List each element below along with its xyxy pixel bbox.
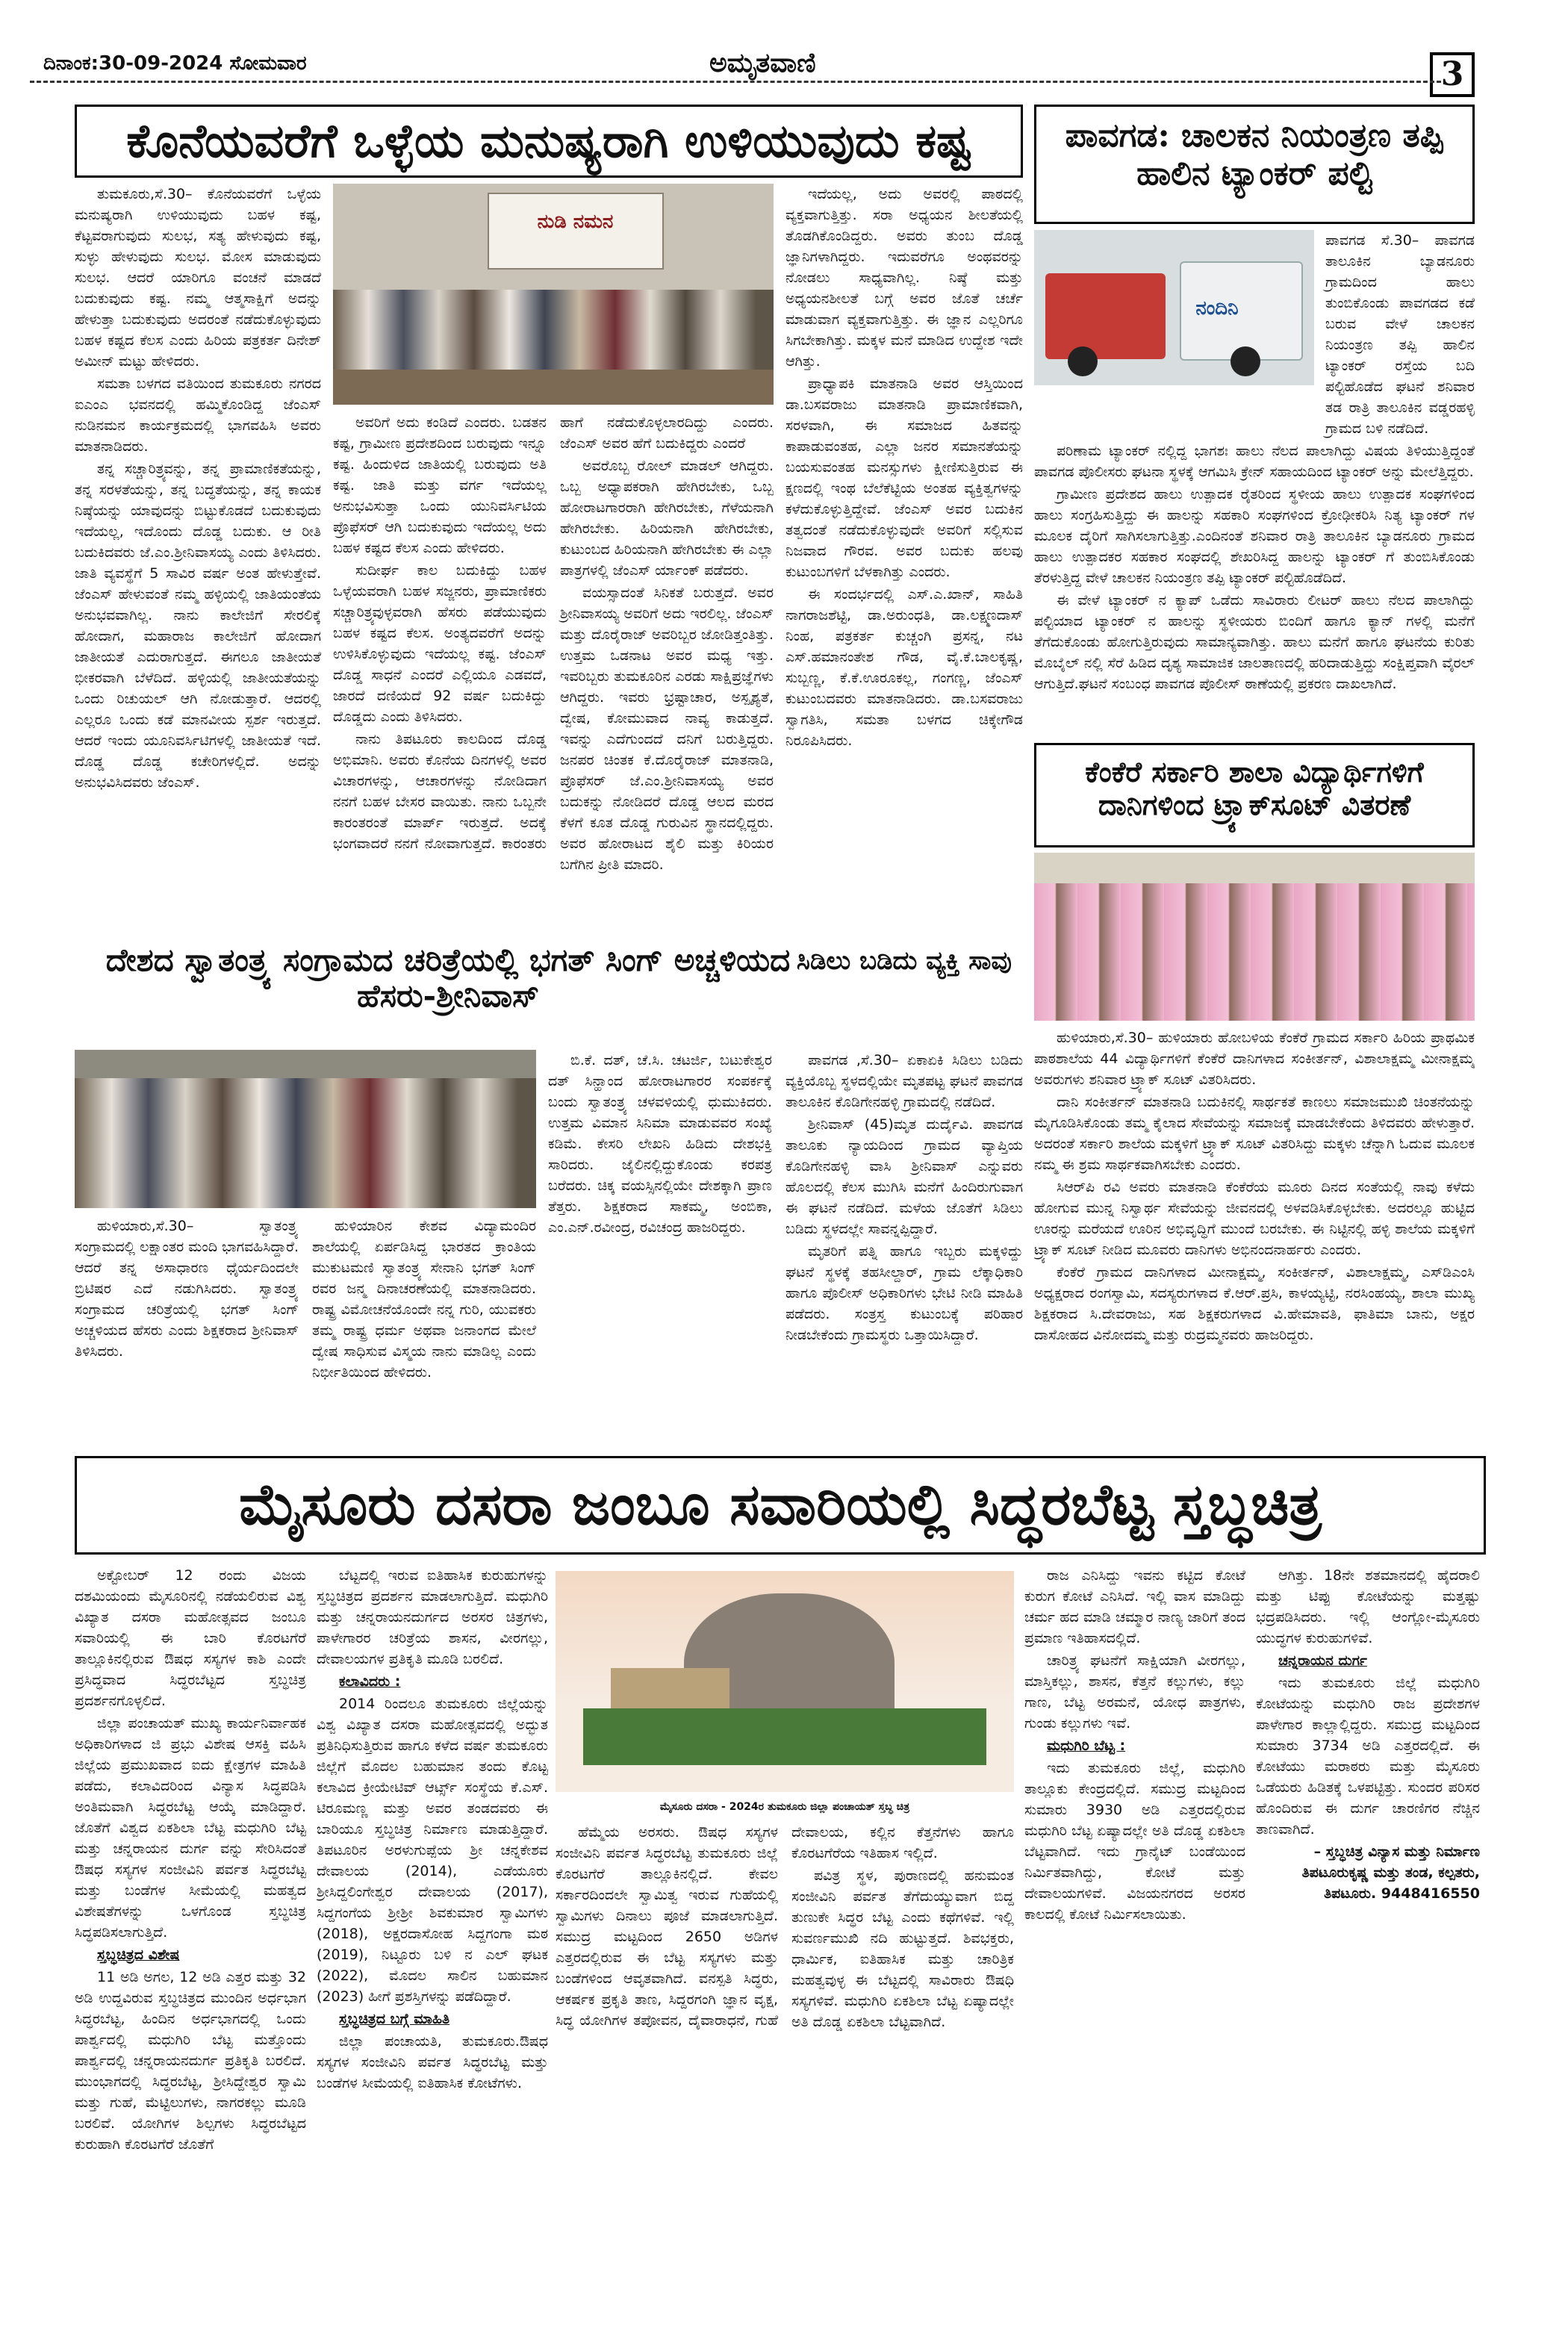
article-headline: ಮೈಸೂರು ದಸರಾ ಜಂಬೂ ಸವಾರಿಯಲ್ಲಿ ಸಿದ್ಧರಬೆಟ್ಟ ಸ್ತಬ್ಧಚಿತ್ರ	[239, 1471, 1322, 1537]
paragraph: ಇದು ತುಮಕೂರು ಜಿಲ್ಲೆ, ಮಧುಗಿರಿ ತಾಲ್ಲೂಕು ಕೇಂದ್ರದಲ್ಲಿದೆ. ಸಮುದ್ರ ಮಟ್ಟದಿಂದ ಸುಮಾರು 3930 ಅಡಿ ಎತ್ತರದಲ್ಲಿರುವ ಮಧುಗಿರಿ ಬೆಟ್ಟ ಏಷ್ಯಾದಲ್ಲೇ ಅತಿ ದೊಡ್ಡ ಏಕಶಿಲಾ ಬೆಟ್ಟವಾಗಿದೆ. ಇದು ಗ್ರಾನೈಟ್ ಬಂಡೆಯಿಂದ ನಿರ್ಮಿತವಾಗಿದ್ದು, ಕೋಟೆ ಮತ್ತು ದೇವಾಲಯಗಳಿವೆ. ವಿಜಯನಗರದ ಅರಸರ ಕಾಲದಲ್ಲಿ ಕೋಟೆ ನಿರ್ಮಿಸಲಾಯಿತು.	[1024, 1760, 1245, 1923]
paragraph: ಅವರಿಗೆ ಅದು ಕಂಡಿದೆ ಎಂದರು. ಬಡತನ ಕಷ್ಟ, ಗ್ರಾಮೀಣ ಪ್ರದೇಶದಿಂದ ಬರುವುದು ಇನ್ನೂ ಕಷ್ಟ. ಹಿಂದುಳಿದ ಜಾತಿಯಲ್ಲಿ ಬರುವುದು ಅತಿ ಕಷ್ಟ. ಜಾತಿ ಮತ್ತು ವರ್ಗ ಇದೆಯಲ್ಲ ಅನುಭವಿಸುತ್ತಾ ಒಂದು ಯುನಿವರ್ಸಿಟಿಯ ಪ್ರೊಫೆಸರ್ ಆಗಿ ಬದುಕುವುದು ಇದೆಯಲ್ಲ ಅದು ಬಹಳ ಕಷ್ಟದ ಕೆಲಸ ಎಂದು ಹೇಳಿದರು.	[333, 414, 547, 556]
paragraph: ಹೆಮ್ಮೆಯ ಅರಸರು. ಔಷಧ ಸಸ್ಯಗಳ ಸಂಜೀವಿನಿ ಪರ್ವತ ಸಿದ್ಧರಬೆಟ್ಟ ತುಮಕೂರು ಜಿಲ್ಲೆ ಕೊರಟಗೆರೆ ತಾಲ್ಲೂಕಿನಲ್ಲಿದೆ. ಕೇವಲ ಸರ್ಕಾರದಿಂದಲೇ ಸ್ವಾಮಿತ್ವ ಇರುವ ಗುಹೆಯಲ್ಲಿ ಸ್ವಾಮಿಗಳು ದಿನಾಲು ಪೂಜೆ ಮಾಡಲಾಗುತ್ತಿದೆ. ಸಮುದ್ರ ಮಟ್ಟದಿಂದ 2650 ಅಡಿಗಳ ಎತ್ತರದಲ್ಲಿರುವ ಈ ಬೆಟ್ಟ ಸಸ್ಯಗಳು ಮತ್ತು ಬಂಡೆಗಳಿಂದ ಆವೃತವಾಗಿದೆ. ವನಸ್ಪತಿ ಸಿದ್ಧರು, ಆಕರ್ಷಕ ಪ್ರಕೃತಿ ತಾಣ, ಸಿದ್ದರಗಂಗಿ ಜ್ಞಾನ ವೃಕ್ಷ, ಸಿದ್ಧ ಯೋಗಿಗಳ ತಪೋವನ, ದೈವಾರಾಧನೆ, ಗುಹೆ ದೇವಾಲಯ, ಕಲ್ಲಿನ ಕೆತ್ತನೆಗಳು ಹಾಗೂ ಕೊರಟಗೆರೆಯ ಇತಿಹಾಸ ಇಲ್ಲಿದೆ.	[556, 1824, 1014, 2029]
article-body-col3	[556, 1822, 1014, 2318]
paragraph: ಇದು ತುಮಕೂರು ಜಿಲ್ಲೆ ಮಧುಗಿರಿ ಕೋಟೆಯನ್ನು ಮಧುಗಿರಿ ರಾಜ ಪ್ರದೇಶಗಳ ಪಾಳೇಗಾರ ಕಾಲ್ಲಾಲ್ಲಿದ್ದರು. ಸಮುದ್ರ ಮಟ್ಟದಿಂದ ಸುಮಾರು 3734 ಅಡಿ ಎತ್ತರದಲ್ಲಿದೆ. ಈ ಕೋಟೆಯು ಮರಾಠರು ಮತ್ತು ಮೈಸೂರು ಒಡೆಯರು ಹಿಡಿತಕ್ಕೆ ಒಳಪಟ್ಟಿತ್ತು. ಸುಂದರ ಪರಿಸರ ಹೊಂದಿರುವ ಈ ದುರ್ಗ ಚಾರಣಿಗರ ನೆಚ್ಚಿನ ತಾಣವಾಗಿದೆ.	[1256, 1675, 1480, 1838]
article-headline: ಸಿಡಿಲು ಬಡಿದು ವ್ಯಕ್ತಿ ಸಾವು	[796, 946, 1012, 976]
article-headline: ಕೆಂಕೆರೆ ಸರ್ಕಾರಿ ಶಾಲಾ ವಿದ್ಯಾರ್ಥಿಗಳಿಗೆ ದಾನಿಗಳಿಂದ ಟ್ರ್ಯಾಕ್‌ಸೂಟ್ ವಿತರಣೆ	[1085, 755, 1424, 821]
article-headline-box	[1034, 105, 1475, 224]
dasara-float-photo	[556, 1571, 1014, 1792]
paragraph: ಈ ಸಂದರ್ಭದಲ್ಲಿ ಎಸ್.ಎ.ಖಾನ್, ಸಾಹಿತಿ ನಾಗರಾಜಶೆಟ್ಟಿ, ಡಾ.ಅರುಂಧತಿ, ಡಾ.ಲಕ್ಷ್ಮಣದಾಸ್ ನಿಂಹ, ಪತ್ರಕರ್ತ ಕುಚ್ಚಂಗಿ ಪ್ರಸನ್ನ, ನಟ ಎಸ್.ಹಮಾನಂತೇಶ ಗೌಡ, ವೈ.ಕೆ.ಬಾಲಕೃಷ್ಣ, ಸುಬ್ಬಣ್ಣ, ಕೆ.ಕೆ.ಊರೂಕಲ್ಲ, ಗಂಗಣ್ಣ, ಜೆಂಎಸ್ ಕುಟುಂಬದವರು ಮಾತನಾಡಿದರು. ಡಾ.ಬಸವರಾಜು ಸ್ವಾಗತಿಸಿ, ಸಮತಾ ಬಳಗದ ಚಿಕ್ಕೇಗೌಡ ನಿರೂಪಿಸಿದರು.	[785, 586, 1023, 749]
people-silhouettes	[75, 1078, 536, 1208]
article-body-col1	[75, 184, 321, 935]
article-headline-box	[1034, 743, 1475, 847]
paragraph: ಬಿ.ಕೆ. ದತ್, ಚೆ.ಸಿ. ಚಟರ್ಜಿ, ಬಟುಕೇಶ್ವರ ದತ್ ಸಿನ್ಹಾಂದ ಹೋರಾಟಗಾರರ ಸಂಪರ್ಕಕ್ಕೆ ಬಂದು ಸ್ವಾತಂತ್ರ್ಯ ಚಳವಳಿಯಲ್ಲಿ ಧುಮುಕಿದರು. ಉತ್ತಮ ವಿಮಾನ ಸಿನಿಮಾ ಮಾಡುವವರ ಸಂಖ್ಯೆ ಕಡಿಮೆ. ಕೇಸರಿ ಲೇಖನಿ ಹಿಡಿದು ದೇಶಭಕ್ತಿ ಸಾರಿದರು. ಜೈಲಿನಲ್ಲಿದ್ದುಕೊಂಡು ಕರಪತ್ರ ಬರೆದರು. ಚಿಕ್ಕ ವಯಸ್ಸಿನಲ್ಲಿಯೇ ದೇಶಕ್ಕಾಗಿ ಪ್ರಾಣ ತೆತ್ತರು. ಶಿಕ್ಷಕರಾದ ಸಾಕಮ್ಮ, ಅಂಬಿಕಾ, ಎಂ.ಎನ್.ರವೀಂದ್ರ, ರವಿಚಂದ್ರ ಹಾಜರಿದ್ದರು.	[548, 1052, 772, 1236]
article-body-col5	[1256, 1565, 1480, 2318]
paragraph: ನಾನು ತಿಪಟೂರು ಕಾಲದಿಂದ ದೊಡ್ಡ ಅಭಿಮಾನಿ. ಅವರು ಕೊನೆಯ ದಿನಗಳಲ್ಲಿ ಅವರ ವಿಚಾರಗಳನ್ನು, ಆಚಾರಗಳನ್ನು ನೋಡಿದಾಗ ನನಗೆ ಬಹಳ ಬೇಸರ ವಾಯಿತು. ನಾನು ಒಬ್ಬನೇ ಕಾರಂತರಂತೆ ಮಾರ್ಪ್ ಇರುತ್ತದೆ. ಅದಕ್ಕೆ ಭಂಗವಾದರೆ ನನಗೆ ನೋವಾಗುತ್ತದೆ. ಕಾರಂತರು ಹಾಗೆ ನಡೆದುಕೊಳ್ಳಲಾರದಿದ್ದು ಎಂದರು. ಜೆಂಎಸ್ ಅವರ ಹೆಗೆ ಬದುಕಿದ್ದರು ಎಂದರೆ	[333, 414, 774, 852]
paragraph: ಆಗಿತ್ತು. 18ನೇ ಶತಮಾನದಲ್ಲಿ ಹೈದರಾಲಿ ಮತ್ತು ಟಿಪ್ಪು ಕೋಟೆಯನ್ನು ಮತ್ತಷ್ಟು ಭದ್ರಪಡಿಸಿದರು. ಇಲ್ಲಿ ಆಂಗ್ಲೋ-ಮೈಸೂರು ಯುದ್ಧಗಳ ಕುರುಹುಗಳಿವೆ.	[1256, 1567, 1480, 1646]
article-body-col1	[75, 1565, 306, 2318]
paragraph: ಅವರೊಬ್ಬ ರೋಲ್ ಮಾಡಲ್ ಆಗಿದ್ದರು. ಒಬ್ಬ ಅಧ್ಯಾಪಕರಾಗಿ ಹೇಗಿರಬೇಕು, ಒಬ್ಬ ಹೋರಾಟಗಾರರಾಗಿ ಹೇಗಿರಬೇಕು, ಗೆಳೆಯನಾಗಿ ಹೇಗಿರಬೇಕು. ಹಿರಿಯನಾಗಿ ಹೇಗಿರಬೇಕು, ಕುಟುಂಬದ ಹಿರಿಯನಾಗಿ ಹೇಗಿರಬೇಕು ಈ ಎಲ್ಲಾ ಪಾತ್ರಗಳಲ್ಲಿ ಜೆಂಎಸ್ ರ್ಯಾಂಕ್ ಪಡೆದರು.	[560, 458, 774, 579]
subheading: ಸ್ತಬ್ಧಚಿತ್ರದ ವಿಶೇಷ	[97, 1947, 180, 1963]
paragraph: ಸಿಆರ್‌ಪಿ ರವಿ ಅವರು ಮಾತನಾಡಿ ಕೆಂಕೆರೆಯ ಮೂರು ದಿನದ ಸಂತೆಯಲ್ಲಿ ನಾವು ಕಳೆದು ಹೋಗುವ ಮುನ್ನ ನಿಸ್ವಾರ್ಥ ಸೇವೆಯನ್ನು ಜೀವನದಲ್ಲಿ ಅಳವಡಿಸಿಕೊಳ್ಳಬೇಕು. ಅದರಲ್ಲೂ ಹುಟ್ಟಿದ ಊರನ್ನು ಮರೆಯದೆ ಊರಿನ ಅಭಿವೃದ್ಧಿಗೆ ಮುಂದೆ ಬರಬೇಕು. ಈ ನಿಟ್ಟಿನಲ್ಲಿ ಹಳ್ಳಿ ಶಾಲೆಯ ಮಕ್ಕಳಿಗೆ ಟ್ರ್ಯಾಕ್ ಸೂಟ್ ನೀಡಿದ ಮೂವರು ದಾನಿಗಳು ಅಭಿನಂದನಾರ್ಹರು ಎಂದರು.	[1034, 1179, 1475, 1258]
article-headline: ಪಾವಗಡ: ಚಾಲಕನ ನಿಯಂತ್ರಣ ತಪ್ಪಿ ಹಾಲಿನ ಟ್ಯಾಂಕರ್ ಪಲ್ಟಿ	[1065, 116, 1444, 193]
masthead-rule	[30, 81, 1441, 83]
photo-banner: ನುಡಿ ನಮನ	[488, 193, 664, 270]
article-headline: ಕೊನೆಯವರೆಗೆ ಒಳ್ಳೆಯ ಮನುಷ್ಯರಾಗಿ ಉಳಿಯುವುದು ಕಷ್ಟ	[126, 113, 971, 168]
paragraph: ಪವಿತ್ರ ಸ್ಥಳ, ಪುರಾಣದಲ್ಲಿ ಹನುಮಂತ ಸಂಜೀವಿನಿ ಪರ್ವತ ತೆಗೆದುಯ್ಯುವಾಗ ಬಿದ್ದ ತುಣುಕೇ ಸಿದ್ಧರ ಬೆಟ್ಟ ಎಂದು ಕಥೆಗಳಿವೆ. ಇಲ್ಲಿ ಸುವರ್ಣಮುಖಿ ನದಿ ಹುಟ್ಟುತ್ತದೆ. ಶಿವಭಕ್ತರು, ಧಾರ್ಮಿಕ, ಐತಿಹಾಸಿಕ ಮತ್ತು ಚಾರಿತ್ರಿಕ ಮಹತ್ವವುಳ್ಳ ಈ ಬೆಟ್ಟದಲ್ಲಿ ಸಾವಿರಾರು ಔಷಧಿ ಸಸ್ಯಗಳಿವೆ. ಮಧುಗಿರಿ ಏಕಶಿಲಾ ಬೆಟ್ಟ ಏಷ್ಯಾದಲ್ಲೇ ಅತಿ ದೊಡ್ಡ ಏಕಶಿಲಾ ಬೆಟ್ಟವಾಗಿದೆ.	[791, 1867, 1014, 2030]
subheading: ಮಧುಗಿರಿ ಬೆಟ್ಟ :	[1047, 1737, 1126, 1754]
article-body-col2	[548, 1050, 772, 1438]
article-body-col2	[317, 1565, 548, 2318]
students-group	[1034, 883, 1475, 1021]
article-body	[785, 1050, 1023, 1438]
paragraph: ಹುಳಿಯಾರು,ಸೆ.30– ಹುಳಿಯಾರು ಹೋಬಳಿಯ ಕೆಂಕೆರೆ ಗ್ರಾಮದ ಸರ್ಕಾರಿ ಹಿರಿಯ ಪ್ರಾಥಮಿಕ ಪಾಠಶಾಲೆಯ 44 ವಿದ್ಯಾರ್ಥಿಗಳಿಗೆ ಕೆಂಕೆರೆ ದಾನಿಗಳಾದ ಸಂಕೀರ್ತನ್, ವಿಶಾಲಾಕ್ಷಮ್ಮ ಮೀನಾಕ್ಷಮ್ಮ ಅವರುಗಳು ಶನಿವಾರ ಟ್ರ್ಯಾಕ್ ಸೂಟ್ ವಿತರಿಸಿದರು.	[1034, 1030, 1475, 1088]
issue-date: ದಿನಾಂಕ:30-09-2024 ಸೋಮವಾರ	[43, 52, 307, 75]
students-photo	[1034, 853, 1475, 1021]
article-headline: ದೇಶದ ಸ್ವಾತಂತ್ರ್ಯ ಸಂಗ್ರಾಮದ ಚರಿತ್ರೆಯಲ್ಲಿ ಭಗತ್ ಸಿಂಗ್ ಅಚ್ಚಳಿಯದ ಹೆಸರು-ಶ್ರೀನಿವಾಸ್	[105, 942, 791, 1015]
article-headline-box	[75, 105, 1023, 178]
dais-table	[333, 370, 774, 405]
page-number: 3	[1430, 52, 1475, 97]
paragraph: ತುಮಕೂರು,ಸೆ.30– ಕೊನೆಯವರೆಗೆ ಒಳ್ಳೆಯ ಮನುಷ್ಯರಾಗಿ ಉಳಿಯುವುದು ಬಹಳ ಕಷ್ಟ, ಕೆಟ್ಟವರಾಗುವುದು ಸುಲಭ, ಸತ್ಯ ಹೇಳುವುದು ಕಷ್ಟ, ಸುಳ್ಳು ಹೇಳುವುದು ಸುಲಭ. ಮೋಸ ಮಾಡುವುದು ಸುಲಭ. ಆದರೆ ಯಾರಿಗೂ ವಂಚನೆ ಮಾಡದೆ ಬದುಕುವುದು ಕಷ್ಟ. ನಮ್ಮ ಆತ್ಮಸಾಕ್ಷಿಗೆ ಅದನ್ನು ಹೇಳುತ್ತಾ ಬದುಕುವುದು ಅದರಂತೆ ನಡೆದುಕೊಳ್ಳುವುದು ಬಹಳ ಕಷ್ಟದ ಕೆಲಸ ಎಂದು ಹಿರಿಯ ಪತ್ರಕರ್ತ ದಿನೇಶ್ ಅಮೀನ್ ಮಟ್ಟು ಹೇಳಿದರು.	[75, 186, 321, 370]
bhagat-singh-event-photo	[75, 1050, 536, 1208]
photo-caption: ಮೈಸೂರು ದಸರಾ - 2024ರ ತುಮಕೂರು ಜಿಲ್ಲಾ ಪಂಚಾಯತ್ ಸ್ತಬ್ಧ ಚಿತ್ರ	[659, 1801, 910, 1813]
paragraph: ಮೃತರಿಗೆ ಪತ್ನಿ ಹಾಗೂ ಇಬ್ಬರು ಮಕ್ಕಳಿದ್ದು ಘಟನೆ ಸ್ಥಳಕ್ಕೆ ತಹಸೀಲ್ದಾರ್, ಗ್ರಾಮ ಲೆಕ್ಕಾಧಿಕಾರಿ ಹಾಗೂ ಪೊಲೀಸ್ ಅಧಿಕಾರಿಗಳು ಭೇಟಿ ನೀಡಿ ಮಾಹಿತಿ ಪಡೆದರು. ಸಂತ್ರಸ್ತ ಕುಟುಂಬಕ್ಕೆ ಪರಿಹಾರ ನೀಡಬೇಕೆಂದು ಗ್ರಾಮಸ್ಥರು ಒತ್ತಾಯಿಸಿದ್ದಾರೆ.	[785, 1243, 1023, 1343]
article-headline-box	[75, 1456, 1486, 1555]
paragraph: ಗ್ರಾಮೀಣ ಪ್ರದೇಶದ ಹಾಲು ಉತ್ಪಾದಕ ರೈತರಿಂದ ಸ್ಥಳೀಯ ಹಾಲು ಉತ್ಪಾದಕ ಸಂಘಗಳಿಂದ ಹಾಲು ಸಂಗ್ರಹಿಸುತ್ತಿದ್ದು ಈ ಹಾಲನ್ನು ಸಹಕಾರಿ ಸಂಘಗಳಿಂದ ಕ್ರೋಢೀಕರಿಸಿ ನಿತ್ಯ ಟ್ಯಾಂಕರ್ ಗಳ ಮೂಲಕ ದೈರಿಗೆ ಸಾಗಿಸಲಾಗುತ್ತಿತ್ತು.ಎಂದಿನಂತೆ ಶನಿವಾರ ರಾತ್ರಿ ತಾಲೂಕಿನ ಬ್ಯಾಡನೂರು ಗ್ರಾಮದ ಹಾಲು ಉತ್ಪಾದಕರ ಸಹಕಾರ ಸಂಘದಲ್ಲಿ ಶೇಖರಿಸಿದ್ದ ಹಾಲನ್ನು ಟ್ಯಾಂಕರ್ ಗೆ ತುಂಬಿಸಿಕೊಂಡು ತೆರಳುತ್ತಿದ್ದ ವೇಳೆ ಚಾಲಕನ ನಿಯಂತ್ರಣ ತಪ್ಪಿ ಟ್ಯಾಂಕರ್ ಪಲ್ಟಿಹೊಡೆದಿದೆ.	[1034, 486, 1475, 586]
credit-line: – ಸ್ತಬ್ಧಚಿತ್ರ ವಿನ್ಯಾಸ ಮತ್ತು ನಿರ್ಮಾಣ ತಿಪಟೂರುಕೃಷ್ಣ ಮತ್ತು ತಂಡ, ಕಲ್ಪತರು, ತಿಪಟೂರು. 9448416550	[1301, 1844, 1480, 1902]
paragraph: ಅಕ್ಟೋಬರ್ 12 ರಂದು ವಿಜಯ ದಶಮಿಯಂದು ಮೈಸೂರಿನಲ್ಲಿ ನಡೆಯಲಿರುವ ವಿಶ್ವ ವಿಖ್ಯಾತ ದಸರಾ ಮಹೋತ್ಸವದ ಜಂಬೂ ಸವಾರಿಯಲ್ಲಿ ಈ ಬಾರಿ ಕೊರಟಗೆರೆ ತಾಲ್ಲೂಕಿನಲ್ಲಿರುವ ಔಷಧ ಸಸ್ಯಗಳ ಕಾಶಿ ಎಂದೇ ಪ್ರಸಿದ್ಧವಾದ ಸಿದ್ಧರಬೆಟ್ಟದ ಸ್ತಬ್ಧಚಿತ್ರ ಪ್ರದರ್ಶನಗೊಳ್ಳಲಿದೆ.	[75, 1567, 306, 1709]
subheading: ಸ್ತಬ್ಧಚಿತ್ರದ ಬಗ್ಗೆ ಮಾಹಿತಿ	[339, 2011, 450, 2027]
article-headline-box	[785, 942, 1023, 1044]
paragraph: ಸುದೀರ್ಘ ಕಾಲ ಬದುಕಿದ್ದು ಬಹಳ ಒಳ್ಳೆಯವರಾಗಿ ಬಹಳ ಸಜ್ಜನರು, ಪ್ರಾಮಾಣಿಕರು ಸಚ್ಚಾರಿತ್ರ್ಯವುಳ್ಳವರಾಗಿ ಹೆಸರು ಪಡೆಯುವುದು ಬಹಳ ಕಷ್ಟದ ಕೆಲಸ. ಅಂತ್ಯದವರೆಗೆ ಅದನ್ನು ಉಳಿಸಿಕೊಳ್ಳುವುದು ಇದೆಯಲ್ಲ ಕಷ್ಟ. ಜೆಂಎಸ್ ದೊಡ್ಡ ಸಾಧನೆ ಎಂದರೆ ಎಲ್ಲಿಯೂ ಎಡವದೆ, ಜಾರದೆ ದಣಿಯದೆ 92 ವರ್ಷ ಬದುಕಿದ್ದು ದೊಡ್ಡದು ಎಂದು ತಿಳಿಸಿದರು.	[333, 562, 547, 725]
paragraph: ಸಮತಾ ಬಳಗದ ವತಿಯಿಂದ ತುಮಕೂರು ನಗರದ ಐಎಂಎ ಭವನದಲ್ಲಿ ಹಮ್ಮಿಕೊಂಡಿದ್ದ ಜೆಂಎಸ್ ನುಡಿನಮನ ಕಾರ್ಯಕ್ರಮದಲ್ಲಿ ಭಾಗವಹಿಸಿ ಅವರು ಮಾತನಾಡಿದರು.	[75, 376, 321, 455]
paragraph: ಈ ವೇಳೆ ಟ್ಯಾಂಕರ್ ನ ಕ್ಯಾಪ್ ಒಡೆದು ಸಾವಿರಾರು ಲೀಟರ್ ಹಾಲು ನೆಲದ ಪಾಲಾಗಿದ್ದು ಪಲ್ಟಿಯಾದ ಟ್ಯಾಂಕರ್ ನ ಹಾಲನ್ನು ಸ್ಥಳೀಯರು ಬಿಂದಿಗೆ ಹಾಗೂ ಕ್ಯಾನ್ ಗಳಲ್ಲಿ ಮನೆಗೆ ತೆಗೆದುಕೊಂಡು ಹೋಗುತ್ತಿರುವುದು ಸಾಮಾನ್ಯವಾಗಿತ್ತು. ಹಾಲು ಮನೆಗೆ ಹಾಗೂ ಘಟನೆಯ ಕುರಿತು ಮೊಬೈಲ್ ನಲ್ಲಿ ಸೆರೆ ಹಿಡಿದ ದೃಶ್ಯ ಸಾಮಾಜಿಕ ಜಾಲತಾಣದಲ್ಲಿ ಹರಿದಾಡುತ್ತಿದ್ದು ಸಂಕ್ಷಿಪ್ತವಾಗಿ ವೈರಲ್ ಆಗುತ್ತಿದೆ.ಘಟನೆ ಸಂಬಂಧ ಪಾವಗಡ ಪೊಲೀಸ್ ಠಾಣೆಯಲ್ಲಿ ಪ್ರಕರಣ ದಾಖಲಾಗಿದೆ.	[1034, 592, 1475, 692]
paragraph: ಪ್ರಾಧ್ಯಾಪಕಿ ಮಾತನಾಡಿ ಅವರ ಆಸ್ತಿಯಿಂದ ಡಾ.ಬಸವರಾಜು ಮಾತನಾಡಿ ಪ್ರಾಮಾಣಿಕವಾಗಿ, ಸರಳವಾಗಿ, ಈ ಸಮಾಜದ ಹಿತವನ್ನು ಕಾಪಾಡುವಂತಹ, ಎಲ್ಲಾ ಜನರ ಸಮಾನತೆಯನ್ನು ಬಯಸುವಂತಹ ಮನಸ್ಸುಗಳು ಕ್ಷೀಣಿಸುತ್ತಿರುವ ಈ ಕ್ಷಣದಲ್ಲಿ ಇಂಥ ಬೆಲೆಕೆಟ್ಟಿಯ ಅಂತಹ ವ್ಯಕ್ತಿತ್ವಗಳನ್ನು ಕಳೆದುಕೊಳ್ಳುತ್ತಿದ್ದೇವೆ. ಜೆಂಎಸ್ ಅವರ ಬದುಕಿನ ತತ್ವದಂತೆ ನಡೆದುಕೊಳ್ಳುವುದೇ ಅವರಿಗೆ ಸಲ್ಲಿಸುವ ನಿಜವಾದ ಗೌರವ. ಅವರ ಬದುಕು ಹಲವು ಕುಟುಂಬಗಳಿಗೆ ಬೆಳಕಾಗಿತ್ತು ಎಂದರು.	[785, 376, 1023, 580]
paragraph: ಹುಳಿಯಾರಿನ ಕೇಶವ ವಿದ್ಯಾಮಂದಿರ ಶಾಲೆಯಲ್ಲಿ ಏರ್ಪಡಿಸಿದ್ದ ಭಾರತದ ಕ್ರಾಂತಿಯ ಮುಕುಟಮಣಿ ಸ್ವಾತಂತ್ರ್ಯ ಸೇನಾನಿ ಭಗತ್ ಸಿಂಗ್ ರವರ ಜನ್ಮ ದಿನಾಚರಣೆಯಲ್ಲಿ ಮಾತನಾಡಿದರು. ರಾಷ್ಟ್ರ ವಿಮೋಚನೆಯೊಂದೇ ನನ್ನ ಗುರಿ, ಯುವಕರು ತಮ್ಮ ರಾಷ್ಟ್ರ ಧರ್ಮ ಅಥವಾ ಜನಾಂಗದ ಮೇಲೆ ದ್ವೇಷ ಸಾಧಿಸುವ ವಿಸ್ಮಯ ನಾನು ಮಾಡಿಲ್ಲ ಎಂದು ನಿರ್ಭೀತಿಯಿಂದ ಹೇಳಿದರು.	[312, 1218, 536, 1381]
paragraph: 2014 ರಿಂದಲೂ ತುಮಕೂರು ಜಿಲ್ಲೆಯನ್ನು ವಿಶ್ವ ವಿಖ್ಯಾತ ದಸರಾ ಮಹೋತ್ಸವದಲ್ಲಿ ಅದ್ಭುತ ಪ್ರತಿನಿಧಿಸುತ್ತಿರುವ ಹಾಗೂ ಕಳೆದ ವರ್ಷ ತುಮಕೂರು ಜಿಲ್ಲೆಗೆ ಮೊದಲ ಬಹುಮಾನ ತಂದು ಕೊಟ್ಟ ಕಲಾವಿದ ಕ್ರೀಯೇಟಿವ್ ಆರ್ಟ್ಸ್ ಸಂಸ್ಥೆಯ ಕೆ.ಎಸ್. ಟಿರೂಮಣ್ಣ ಮತ್ತು ಅವರ ತಂಡದವರು ಈ ಬಾರಿಯೂ ಸ್ತಬ್ಧಚಿತ್ರ ನಿರ್ಮಾಣ ಮಾಡುತ್ತಿದ್ದಾರೆ. ತಿಪಟೂರಿನ ಅರಳುಗುಪ್ಪೆಯ ಶ್ರೀ ಚನ್ನಕೇಶವ ದೇವಾಲಯ (2014), ಎಡೆಯೂರು ಶ್ರೀಸಿದ್ದಲಿಂಗೇಶ್ವರ ದೇವಾಲಯ (2017), ಸಿದ್ದಗಂಗೆಯ ಶ್ರೀಶ್ರೀ ಶಿವಕುಮಾರ ಸ್ವಾಮಿಗಳು (2018), ಅಕ್ಷರದಾಸೋಹ ಸಿದ್ದಗಂಗಾ ಮಠ (2019), ನಿಟ್ಟೂರು ಬಳಿ ನ ಎಲ್ ಘಟಕ (2022), ಮೊದಲ ಸಾಲಿನ ಬಹುಮಾನ (2023) ಹೀಗೆ ಪ್ರಶಸ್ತಿಗಳನ್ನು ಪಡೆದಿದ್ದಾರೆ.	[317, 1696, 548, 2005]
subheading: ಕಲಾವಿದರು :	[339, 1673, 401, 1690]
article-body-col1	[75, 1216, 536, 1438]
paragraph: ಜಿಲ್ಲಾ ಪಂಚಾಯತಿ, ತುಮಕೂರು.ಔಷಧ ಸಸ್ಯಗಳ ಸಂಜೀವಿನಿ ಪರ್ವತ ಸಿದ್ಧರಬೆಟ್ಟ ಮತ್ತು ಬಂಡೆಗಳ ಸೀಮೆಯಲ್ಲಿ ಐತಿಹಾಸಿಕ ಕೋಟೆಗಳು.	[317, 2033, 548, 2091]
float-base	[583, 1708, 986, 1766]
article-body	[1034, 1027, 1475, 1432]
paragraph: ಇದೆಯಲ್ಲ, ಅದು ಅವರಲ್ಲಿ ಪಾಠದಲ್ಲಿ ವ್ಯಕ್ತವಾಗುತ್ತಿತ್ತು. ಸರಾ ಅಧ್ಯಯನ ಶೀಲತೆಯಲ್ಲಿ ತೊಡಗಿಕೊಂಡಿದ್ದರು. ಅವರು ತುಂಬ ದೊಡ್ಡ ಜ್ಞಾನಿಗಳಾಗಿದ್ದರು. ಇದುವರೆಗೂ ಅಂಥವರನ್ನು ನೋಡಲು ಸಾಧ್ಯವಾಗಿಲ್ಲ. ನಿಷ್ಠೆ ಮತ್ತು ಅಧ್ಯಯನಶೀಲತೆ ಬಗ್ಗೆ ಅವರ ಜೊತೆ ಚರ್ಚೆ ಮಾಡುವಾಗ ವ್ಯಕ್ತವಾಗುತ್ತಿತ್ತು. ಈ ಜ್ಞಾನ ಎಲ್ಲರಿಗೂ ಸಿಗಬೇಕಾಗಿತ್ತು. ಮಕ್ಕಳ ಮನೆ ಮಾಡಿದ ಉದ್ದೇಶ ಇದೇ ಆಗಿತ್ತು.	[785, 186, 1023, 370]
paragraph: ಪಾವಗಡ ,ಸೆ.30– ಏಕಾಏಕಿ ಸಿಡಿಲು ಬಡಿದು ವ್ಯಕ್ತಿಯೊಬ್ಬ ಸ್ಥಳದಲ್ಲಿಯೇ ಮೃತಪಟ್ಟ ಘಟನೆ ಪಾವಗಡ ತಾಲೂಕಿನ ಕೊಡಿಗೇನಹಳ್ಳಿ ಗ್ರಾಮದಲ್ಲಿ ನಡೆದಿದೆ.	[785, 1052, 1023, 1110]
article-body-col3	[785, 184, 1023, 935]
article-body-col4	[1024, 1565, 1245, 2318]
paragraph: ಪಾವಗಡ ಸೆ.30– ಪಾವಗಡ ತಾಲೂಕಿನ ಬ್ಯಾಡನೂರು ಗ್ರಾಮದಿಂದ ಹಾಲು ತುಂಬಿಕೊಂಡು ಪಾವಗಡದ ಕಡೆ ಬರುವ ವೇಳೆ ಚಾಲಕನ ನಿಯಂತ್ರಣ ತಪ್ಪಿ ಹಾಲಿನ ಟ್ಯಾಂಕರ್ ರಸ್ತೆಯ ಬದಿ ಪಲ್ಟಿಹೊಡೆದ ಘಟನೆ ಶನಿವಾರ ತಡ ರಾತ್ರಿ ತಾಲೂಕಿನ ವಡ್ಡರಹಳ್ಳಿ ಗ್ರಾಮದ ಬಳಿ ನಡೆದಿದೆ.	[1325, 232, 1475, 437]
paragraph: 11 ಅಡಿ ಅಗಲ, 12 ಅಡಿ ಎತ್ತರ ಮತ್ತು 32 ಅಡಿ ಉದ್ದವಿರುವ ಸ್ತಬ್ಧಚಿತ್ರದ ಮುಂದಿನ ಅರ್ಧಭಾಗ ಸಿದ್ಧರಬೆಟ್ಟ, ಹಿಂದಿನ ಅರ್ಧಭಾಗದಲ್ಲಿ ಒಂದು ಪಾರ್ಶ್ವದಲ್ಲಿ ಮಧುಗಿರಿ ಬೆಟ್ಟ ಮತ್ತೊಂದು ಪಾರ್ಶ್ವದಲ್ಲಿ ಚನ್ನರಾಯನದುರ್ಗ ಪ್ರತಿಕೃತಿ ಬರಲಿದೆ. ಮುಂಭಾಗದಲ್ಲಿ ಸಿದ್ಧರಬೆಟ್ಟ, ಶ್ರೀಸಿದ್ದೇಶ್ವರ ಸ್ವಾಮಿ ಮತ್ತು ಗುಹೆ, ಮೆಟ್ಟಿಲುಗಳು, ನಾಗರಕಲ್ಲು ಮೂಡಿ ಬರಲಿವೆ. ಯೋಗಿಗಳ ಶಿಲ್ಪಗಳು ಸಿದ್ಧರಬೆಟ್ಟದ ಕುರುಹಾಗಿ ಕೊರಟಗೆರೆ ಜೊತೆಗೆ	[75, 1969, 306, 2153]
paragraph: ಹುಳಿಯಾರು,ಸೆ.30– ಸ್ವಾತಂತ್ರ್ಯ ಸಂಗ್ರಾಮದಲ್ಲಿ ಲಕ್ಷಾಂತರ ಮಂದಿ ಭಾಗವಹಿಸಿದ್ದಾರೆ. ಆದರೆ ತನ್ನ ಅಸಾಧಾರಣ ಧೈರ್ಯದಿಂದಲೇ ಬ್ರಿಟಿಷರ ಎದೆ ನಡುಗಿಸಿದರು. ಸ್ವಾತಂತ್ರ್ಯ ಸಂಗ್ರಾಮದ ಚರಿತ್ರೆಯಲ್ಲಿ ಭಗತ್ ಸಿಂಗ್ ಅಚ್ಚಳಿಯದ ಹೆಸರು ಎಂದು ಶಿಕ್ಷಕರಾದ ಶ್ರೀನಿವಾಸ್ ತಿಳಿಸಿದರು.	[75, 1218, 299, 1360]
paragraph: ವಯಸ್ಸಾದಂತೆ ಸಿನಿಕತೆ ಬರುತ್ತದೆ. ಅವರ ಶ್ರೀನಿವಾಸಯ್ಯ ಅವರಿಗೆ ಅದು ಇರಲಿಲ್ಲ. ಜೆಂಎಸ್ ಮತ್ತು ದೊರೈರಾಜ್ ಅವರಿಬ್ಬರ ಜೋಡಿತ್ತಂತಿತ್ತು. ಉತ್ತಮ ಒಡನಾಟ ಅವರ ಮಧ್ಯ ಇತ್ತು. ಇವರಿಬ್ಬರು ತುಮಕೂರಿನ ಎರಡು ಸಾಕ್ಷಿಪ್ರಜ್ಞೆಗಳು ಆಗಿದ್ದರು. ಇವರು ಭ್ರಷ್ಟಾಚಾರ, ಅಸ್ಪೃಶ್ಯತೆ, ದ್ವೇಷ, ಕೋಮುವಾದ ನಾವ್ಯ ಕಾಡುತ್ತದೆ. ಇವನ್ನು ಎದೆಗುಂದದೆ ದನಿಗೆ ಬರುತ್ತಿದ್ದರು. ಜನಪರ ಚಿಂತಕ ಕೆ.ದೊರೈರಾಜ್ ಮಾತನಾಡಿ, ಪ್ರೊಫೆಸರ್ ಜೆ.ಎಂ.ಶ್ರೀನಿವಾಸಯ್ಯ ಅವರ ಬದುಕನ್ನು ನೋಡಿದರೆ ದೊಡ್ಡ ಆಲದ ಮರದ ಕೆಳಗೆ ಕೂತ ದೊಡ್ಡ ಗುರುವಿನ ಸ್ಥಾನದಲ್ಲಿದ್ದರು. ಅವರ ಹೋರಾಟದ ಶೈಲಿ ಮತ್ತು ಕಿರಿಯರ ಬಗೆಗಿನ ಪ್ರೀತಿ ಮಾದರಿ.	[560, 585, 774, 873]
tanker-brand: ನಂದಿನಿ	[1195, 297, 1239, 320]
article-body-col1	[1034, 230, 1475, 738]
paragraph: ದಾನಿ ಸಂಕೀರ್ತನ್ ಮಾತನಾಡಿ ಬದುಕಿನಲ್ಲಿ ಸಾರ್ಥಕತೆ ಕಾಣಲು ಸಮಾಜಮುಖಿ ಚಿಂತನೆಯನ್ನು ಮೈಗೂಡಿಸಿಕೊಂಡು ತಮ್ಮ ಕೈಲಾದ ಸೇವೆಯನ್ನು ಸಮಾಜಕ್ಕೆ ಮಾಡಬೇಕೆಂದು ತಿಳಿದವರು ಹೇಳುತ್ತಾರೆ. ಅದರಂತೆ ಸರ್ಕಾರಿ ಶಾಲೆಯ ಮಕ್ಕಳಿಗೆ ಟ್ರ್ಯಾಕ್ ಸೂಟ್ ವಿತರಿಸಿದ್ದು ಮಕ್ಕಳು ಚೆನ್ನಾಗಿ ಓದುವ ಮೂಲಕ ನಮ್ಮ ಈ ಶ್ರಮ ಸಾರ್ಥಕವಾಗಿಸಬೇಕು ಎಂದರು.	[1034, 1094, 1475, 1173]
paragraph: ಬೆಟ್ಟದಲ್ಲಿ ಇರುವ ಐತಿಹಾಸಿಕ ಕುರುಹುಗಳನ್ನು ಸ್ತಬ್ಧಚಿತ್ರದ ಪ್ರದರ್ಶನ ಮಾಡಲಾಗುತ್ತಿದೆ. ಮಧುಗಿರಿ ಮತ್ತು ಚನ್ನರಾಯನದುರ್ಗದ ಅರಸರ ಚಿತ್ರಗಳು, ಪಾಳೇಗಾರರ ಚರಿತ್ರೆಯ ಶಾಸನ, ವೀರಗಲ್ಲು, ದೇವಾಲಯಗಳ ಪ್ರತಿಕೃತಿ ಮೂಡಿ ಬರಲಿದೆ.	[317, 1567, 548, 1667]
article-body-col2	[333, 412, 774, 935]
paragraph: ಚಾರಿತ್ರ್ಯ ಘಟನೆಗೆ ಸಾಕ್ಷಿಯಾಗಿ ವೀರಗಲ್ಲು, ಮಾಸ್ತಿಕಲ್ಲು, ಶಾಸನ, ಕೆತ್ತನೆ ಕಲ್ಲುಗಳು, ಕಲ್ಲು ಗಾಣ, ಬೆಟ್ಟ ಅರಮನೆ, ಯೋಧ ಪಾತ್ರಗಳು, ಗುಂಡು ಕಲ್ಲುಗಳು ಇವೆ.	[1024, 1652, 1245, 1732]
event-photo	[333, 184, 774, 405]
paragraph: ಕೆಂಕೆರೆ ಗ್ರಾಮದ ದಾನಿಗಳಾದ ಮೀನಾಕ್ಷಮ್ಮ, ಸಂಕೀರ್ತನ್, ವಿಶಾಲಾಕ್ಷಮ್ಮ, ಎಸ್‌ಡಿಎಂಸಿ ಅಧ್ಯಕ್ಷರಾದ ರಂಗಸ್ವಾಮಿ, ಸದಸ್ಯರುಗಳಾದ ಕೆ.ಆರ್.ಪ್ರಸಿ, ಕಾಳಯ್ಯಟ್ಟಿ, ನರಸಿಂಹಯ್ಯ, ಶಾಲಾ ಮುಖ್ಯ ಶಿಕ್ಷಕರಾದ ಸಿ.ದೇವರಾಜು, ಸಹ ಶಿಕ್ಷಕರುಗಳಾದ ವಿ.ಹೇಮಾವತಿ, ಫಾತಿಮಾ ಬಾನು, ಅಕ್ಷರ ದಾಸೋಹದ ವಿನೋದಮ್ಮ ಮತ್ತು ರುದ್ರಮ್ಮನವರು ಹಾಜರಿದ್ದರು.	[1034, 1264, 1475, 1343]
paragraph: ಶ್ರೀನಿವಾಸ್ (45)ಮೃತ ದುರ್ದೈವಿ. ಪಾವಗಡ ತಾಲೂಕು ನ್ಯಾಯದಿಂದ ಗ್ರಾಮದ ವ್ಯಾಪ್ತಿಯ ಕೊಡಿಗೇನಹಳ್ಳಿ ವಾಸಿ ಶ್ರೀನಿವಾಸ್ ಎನ್ನುವರು ಹೊಲದಲ್ಲಿ ಕೆಲಸ ಮುಗಿಸಿ ಮನೆಗೆ ಹಿಂದಿರುಗುವಾಗ ಈ ಘಟನೆ ನಡೆದಿದೆ. ಮಳೆಯ ಜೊತೆಗೆ ಸಿಡಿಲು ಬಡಿದು ಸ್ಥಳದಲ್ಲೇ ಸಾವನ್ನಪ್ಪಿದ್ದಾರೆ.	[785, 1116, 1023, 1237]
paragraph: ತನ್ನ ಸಚ್ಚಾರಿತ್ರ್ಯವನ್ನು, ತನ್ನ ಪ್ರಾಮಾಣಿಕತೆಯನ್ನು, ತನ್ನ ಸರಳತೆಯನ್ನು, ತನ್ನ ಬದ್ಧತೆಯನ್ನು, ತನ್ನ ಕಾಯಕ ನಿಷ್ಠೆಯನ್ನು ಯಾವುದನ್ನು ಬಿಟ್ಟುಕೊಡದೆ ಬದುಕುವುದು ಇದೆಯಲ್ಲ, ಇದೊಂದು ದೊಡ್ಡ ಬದುಕು. ಆ ರೀತಿ ಬದುಕಿದವರು ಜೆ.ಎಂ.ಶ್ರೀನಿವಾಸಯ್ಯ ಎಂದು ತಿಳಿಸಿದರು. ಜಾತಿ ವ್ಯವಸ್ಥೆಗೆ 5 ಸಾವಿರ ವರ್ಷ ಅಂತ ಹೇಳುತ್ತೇವೆ. ಜೆಂಎಸ್ ಹೇಳುವಂತೆ ನಮ್ಮ ಹಳ್ಳಿಯಲ್ಲಿ ಜಾತಿಯಂತೆಯ ಅನುಭವವಾಗಿಲ್ಲ. ನಾನು ಕಾಲೇಜಿಗೆ ಸೇರಲಿಕ್ಕೆ ಹೋದಾಗ, ಮಹಾರಾಜ ಕಾಲೇಜಿಗೆ ಹೋದಾಗ ಜಾತೀಯತೆ ಎದುರಾಗುತ್ತದೆ. ಈಗಲೂ ಜಾತೀಯತೆ ಭೀಕರವಾಗಿ ಬೆಳೆದಿದೆ. ಹಳ್ಳಿಯಲ್ಲಿ ಜಾತೀಯತೆಯನ್ನು ಒಂದು ರಿಚುಯಲ್ ಆಗಿ ನೋಡುತ್ತಾರೆ. ಆದರಲ್ಲಿ ಎಲ್ಲರೂ ಒಂದು ಕಡೆ ಮಾನವೀಯ ಸ್ಪರ್ಶ ಇರುತ್ತದೆ. ಆದರೆ ಇಂದು ಯೂನಿವರ್ಸಿಟಿಗಳಲ್ಲಿ ಜಾತೀಯತೆ ಇದೆ. ದೊಡ್ಡ ದೊಡ್ಡ ಕಚೇರಿಗಳಲ್ಲಿದೆ. ಅದನ್ನು ಅನುಭವಿಸಿದವರು ಜೆಂಎಸ್.	[75, 461, 321, 791]
newspaper-name: ಅಮೃತವಾಣಿ	[709, 48, 816, 78]
subheading: ಚನ್ನರಾಯನ ದುರ್ಗ	[1278, 1652, 1367, 1669]
paragraph: ಜಿಲ್ಲಾ ಪಂಚಾಯತ್ ಮುಖ್ಯ ಕಾರ್ಯನಿರ್ವಾಹಕ ಅಧಿಕಾರಿಗಳಾದ ಜಿ ಪ್ರಭು ವಿಶೇಷ ಆಸಕ್ತಿ ವಹಿಸಿ ಜಿಲ್ಲೆಯ ಪ್ರಮುಖವಾದ ಐದು ಕ್ಷೇತ್ರಗಳ ಮಾಹಿತಿ ಪಡೆದು, ಕಲಾವಿದರಿಂದ ವಿನ್ಯಾಸ ಸಿದ್ಧಪಡಿಸಿ ಅಂತಿಮವಾಗಿ ಸಿದ್ಧರಬೆಟ್ಟ ಆಯ್ಕೆ ಮಾಡಿದ್ದಾರೆ. ಜೊತೆಗೆ ವಿಶ್ವದ ಏಕಶಿಲಾ ಬೆಟ್ಟ ಮಧುಗಿರಿ ಬೆಟ್ಟ ಮತ್ತು ಚನ್ನರಾಯನ ದುರ್ಗ ವನ್ನು ಸೇರಿಸಿದಂತೆ ಔಷಧ ಸಸ್ಯಗಳ ಸಂಜೀವಿನಿ ಪರ್ವತ ಸಿದ್ಧರಬೆಟ್ಟ ಮತ್ತು ಬಂಡೆಗಳ ಸೀಮೆಯಲ್ಲಿ ಮಹತ್ವದ ವಿಶೇಷತೆಗಳನ್ನು ಒಳಗೊಂಡ ಸ್ತಬ್ಧಚಿತ್ರ ಸಿದ್ಧಪಡಿಸಲಾಗುತ್ತಿದೆ.	[75, 1715, 306, 1941]
paragraph: ಪರಿಣಾಮ ಟ್ಯಾಂಕರ್ ನಲ್ಲಿದ್ದ ಭಾಗಶಃ ಹಾಲು ನೆಲದ ಪಾಲಾಗಿದ್ದು ವಿಷಯ ತಿಳಿಯುತ್ತಿದ್ದಂತೆ ಪಾವಗಡ ಪೊಲೀಸರು ಘಟನಾ ಸ್ಥಳಕ್ಕೆ ಆಗಮಿಸಿ ಕ್ರೇನ್ ಸಹಾಯದಿಂದ ಟ್ಯಾಂಕರ್ ಅನ್ನು ಮೇಲೆತ್ತಿದ್ದರು.	[1034, 443, 1475, 480]
paragraph: ರಾಜ ಎನಿಸಿದ್ದು ಇವನು ಕಟ್ಟಿದ ಕೋಟೆ ಕುರುಗ ಕೋಟೆ ಎನಿಸಿದೆ. ಇಲ್ಲಿ ವಾಸ ಮಾಡಿದ್ದು ಚರ್ಮ ಹದ ಮಾಡಿ ಚಮ್ಮಾರ ನಾಣ್ಯ ಜಾರಿಗೆ ತಂದ ಪ್ರಮಾಣ ಇತಿಹಾಸದಲ್ಲಿದೆ.	[1024, 1567, 1245, 1646]
